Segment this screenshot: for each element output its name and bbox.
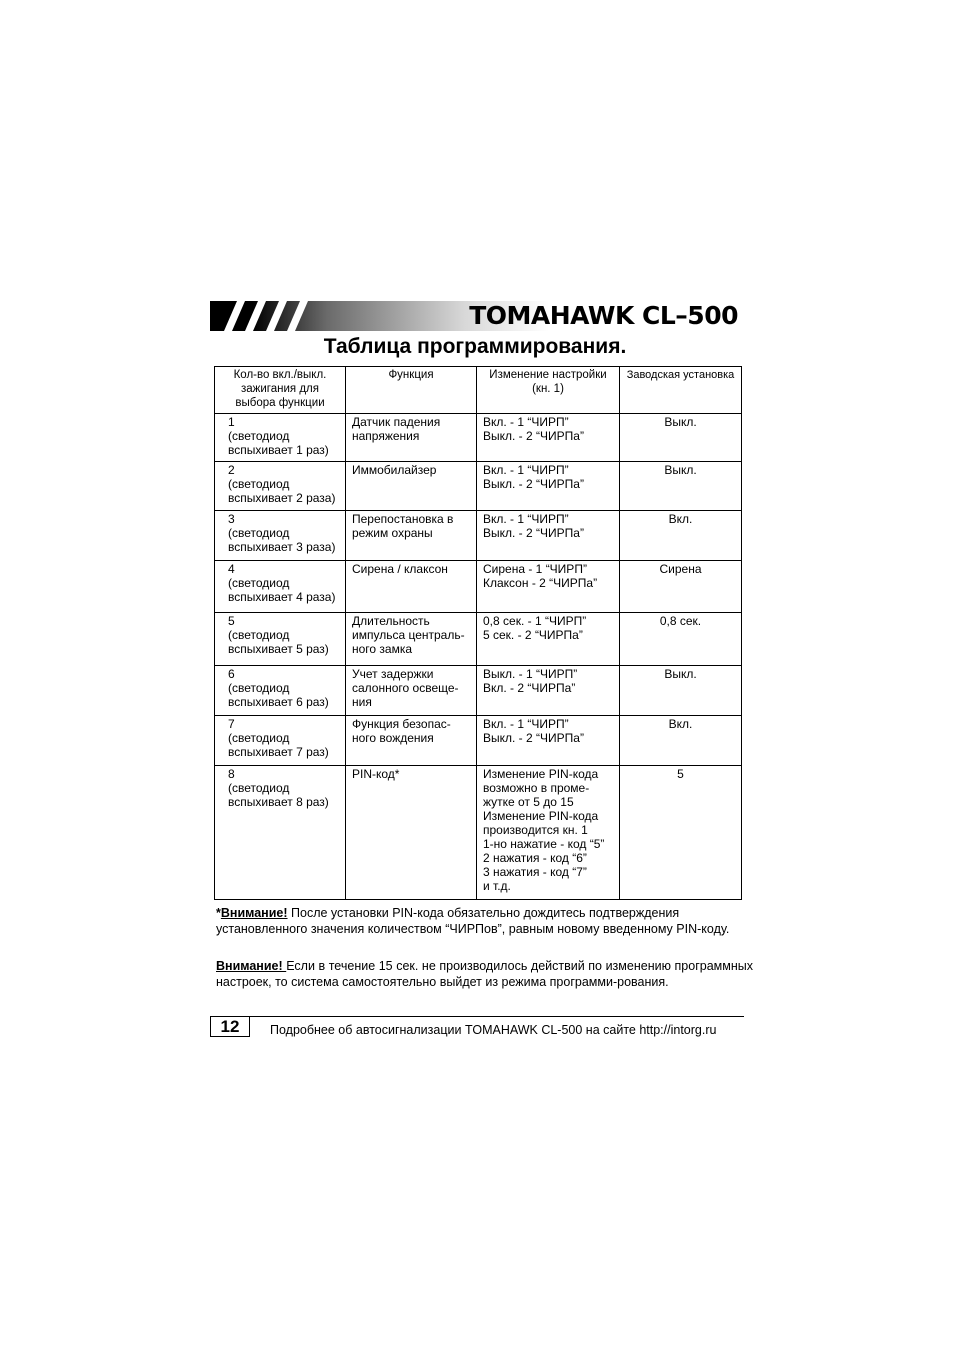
- table-row: [215, 716, 742, 766]
- cell-function: Перепостановка в режим охраны: [346, 511, 477, 561]
- cell-function: Сирена / клаксон: [346, 561, 477, 613]
- table-row: [215, 561, 742, 613]
- table-header-row: [215, 367, 742, 414]
- cell-ignition-count: 6 (светодиод вспыхивает 6 раз): [215, 666, 346, 716]
- header-factory-setting: Заводская установка: [620, 367, 742, 414]
- header-bar: [210, 301, 740, 331]
- brand-title: TOMAHAWK CL–500: [469, 301, 738, 330]
- cell-function: Длительность импульса централь- ного замка: [346, 613, 477, 666]
- cell-ignition-count: 4 (светодиод вспыхивает 4 раза): [215, 561, 346, 613]
- warning-label: Внимание!: [216, 959, 287, 973]
- cell-factory-setting: Сирена: [620, 561, 742, 613]
- cell-function: PIN-код*: [346, 766, 477, 900]
- cell-factory-setting: Вкл.: [620, 716, 742, 766]
- warning-text: Если в течение 15 сек. не производилось действий по изменению программных настроек, то система самостоятельно выйдет из режима программи-рования.: [216, 959, 753, 989]
- header-ignition-count: Кол-во вкл./выкл. зажигания для выбора функции: [215, 367, 346, 414]
- cell-factory-setting: Вкл.: [620, 511, 742, 561]
- cell-ignition-count: 3 (светодиод вспыхивает 3 раза): [215, 511, 346, 561]
- footer-divider: [210, 1016, 744, 1017]
- cell-factory-setting: Выкл.: [620, 414, 742, 462]
- cell-setting-change: Вкл. - 1 “ЧИРП” Выкл. - 2 “ЧИРПа”: [477, 716, 620, 766]
- cell-factory-setting: Выкл.: [620, 462, 742, 511]
- cell-function: Иммобилайзер: [346, 462, 477, 511]
- cell-factory-setting: 0,8 сек.: [620, 613, 742, 666]
- cell-ignition-count: 7 (светодиод вспыхивает 7 раз): [215, 716, 346, 766]
- cell-ignition-count: 2 (светодиод вспыхивает 2 раза): [215, 462, 346, 511]
- header-setting-change: Изменение настройки (кн. 1): [477, 367, 620, 414]
- cell-function: Учет задержки салонного освеще- ния: [346, 666, 477, 716]
- page-title: Таблица программирования.: [323, 335, 627, 358]
- programming-table: [214, 366, 742, 900]
- warning-text: После установки PIN-кода обязательно дождитесь подтверждения установленного значения количеством “ЧИРПов”, равным новому введенному PIN-коду.: [216, 906, 730, 936]
- pin-warning-note: [216, 905, 753, 937]
- cell-function: Функция безопас- ного вождения: [346, 716, 477, 766]
- table-row: [215, 766, 742, 900]
- stripes-decoration-icon: [210, 301, 310, 331]
- cell-setting-change: 0,8 сек. - 1 “ЧИРП” 5 сек. - 2 “ЧИРПа”: [477, 613, 620, 666]
- warning-label: Внимание!: [220, 906, 288, 920]
- cell-setting-change: Вкл. - 1 “ЧИРП” Выкл. - 2 “ЧИРПа”: [477, 511, 620, 561]
- table-row: [215, 414, 742, 462]
- cell-factory-setting: Выкл.: [620, 666, 742, 716]
- cell-setting-change: Вкл. - 1 “ЧИРП” Выкл. - 2 “ЧИРПа”: [477, 462, 620, 511]
- table-row: [215, 666, 742, 716]
- cell-setting-change: Выкл. - 1 “ЧИРП” Вкл. - 2 “ЧИРПа”: [477, 666, 620, 716]
- cell-ignition-count: 5 (светодиод вспыхивает 5 раз): [215, 613, 346, 666]
- cell-setting-change: Вкл. - 1 “ЧИРП” Выкл. - 2 “ЧИРПа”: [477, 414, 620, 462]
- cell-factory-setting: 5: [620, 766, 742, 900]
- cell-ignition-count: 8 (светодиод вспыхивает 8 раз): [215, 766, 346, 900]
- cell-ignition-count: 1 (светодиод вспыхивает 1 раз): [215, 414, 346, 462]
- timeout-warning-note: [216, 958, 753, 990]
- footer-text: Подробнее об автосигнализации TOMAHAWK CL-500 на сайте http://intorg.ru: [270, 1023, 717, 1037]
- asterisk: *: [216, 906, 221, 920]
- table-row: [215, 613, 742, 666]
- cell-function: Датчик падения напряжения: [346, 414, 477, 462]
- page-number: 12: [210, 1017, 250, 1037]
- table-row: [215, 462, 742, 511]
- table-row: [215, 511, 742, 561]
- cell-setting-change: Изменение PIN-кода возможно в проме- жутке от 5 до 15 Изменение PIN-кода производится кн. 1 1-но нажатие - код “5” 2 нажатия - код “6” 3 нажатия - код “7” и т.д.: [477, 766, 620, 900]
- cell-setting-change: Сирена - 1 “ЧИРП” Клаксон - 2 “ЧИРПа”: [477, 561, 620, 613]
- header-function: Функция: [346, 367, 477, 414]
